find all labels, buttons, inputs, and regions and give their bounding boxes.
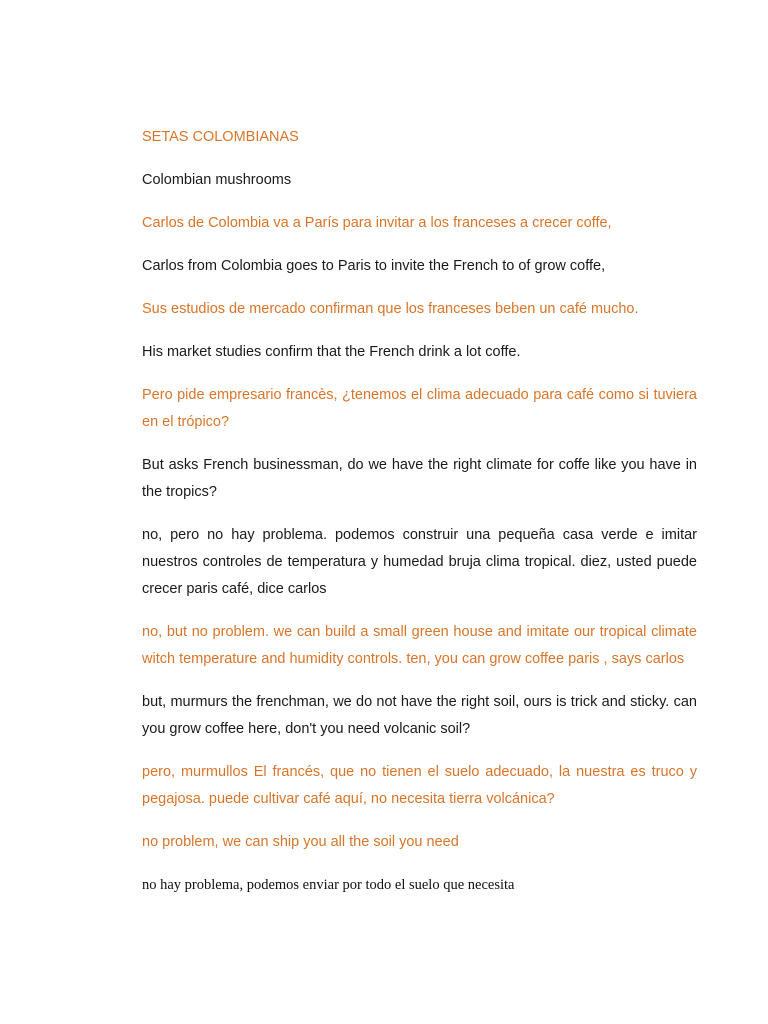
paragraph-es-5: pero, murmullos El francés, que no tienen el suelo adecuado, la nuestra es truco y pegajosa. puede cultivar café aquí, no necesita tierra volcánica?: [142, 764, 697, 807]
document-page: [142, 124, 697, 915]
document-title: SETAS COLOMBIANAS: [142, 129, 299, 145]
paragraph-es-6: no hay problema, podemos enviar por todo el suelo que necesita: [142, 877, 515, 893]
paragraph-es-1: Carlos de Colombia va a París para invitar a los franceses a crecer coffe,: [142, 215, 612, 231]
paragraph-en-1: Carlos from Colombia goes to Paris to invite the French to of grow coffe,: [142, 258, 606, 274]
document-subtitle: Colombian mushrooms: [142, 172, 292, 188]
paragraph-es-3: Pero pide empresario francès, ¿tenemos el clima adecuado para café como si tuviera en el trópico?: [142, 387, 697, 430]
paragraph-en-3: But asks French businessman, do we have the right climate for coffe like you have in the tropics?: [142, 457, 697, 500]
paragraph-en-4: no, but no problem. we can build a small green house and imitate our tropical climate witch temperature and humidity controls. ten, you can grow coffee paris , says carlos: [142, 624, 697, 667]
paragraph-es-4: no, pero no hay problema. podemos construir una pequeña casa verde e imitar nuestros controles de temperatura y humedad bruja clima tropical. diez, usted puede crecer paris café, dice carlos: [142, 527, 697, 597]
paragraph-en-6: no problem, we can ship you all the soil you need: [142, 834, 459, 850]
paragraph-es-2: Sus estudios de mercado confirman que los franceses beben un café mucho.: [142, 301, 639, 317]
paragraph-en-2: His market studies confirm that the French drink a lot coffe.: [142, 344, 521, 360]
paragraph-en-5: but, murmurs the frenchman, we do not have the right soil, ours is trick and sticky. can you grow coffee here, don't you need volcanic soil?: [142, 694, 697, 737]
